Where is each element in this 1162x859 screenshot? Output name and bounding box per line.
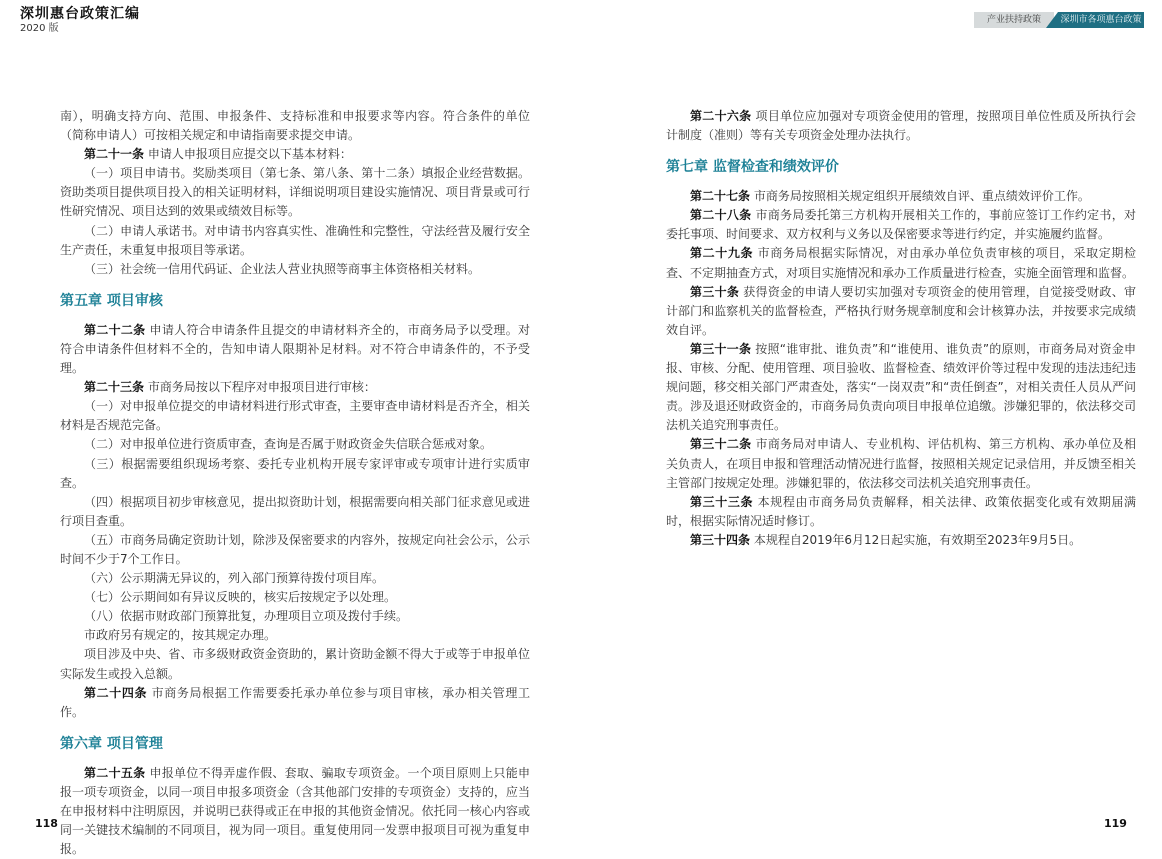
article-number: 第二十三条 <box>84 380 145 395</box>
paragraph <box>60 626 530 645</box>
right-page-body <box>666 107 1136 550</box>
book-title: 深圳惠台政策汇编 <box>20 6 140 22</box>
tab-shenzhen-taiwan-policies[interactable]: 深圳市各项惠台政策 <box>1058 12 1144 28</box>
paragraph-text: （七）公示期间如有异议反映的，核实后按规定予以处理。 <box>84 590 397 605</box>
paragraph <box>60 531 530 569</box>
article-number: 第三十条 <box>690 284 740 299</box>
paragraph-text: 市政府另有规定的，按其规定办理。 <box>84 628 277 643</box>
paragraph-text: 申请人符合申请条件且提交的申请材料齐全的，市商务局予以受理。对符合申请条件但材料不全的，告知申请人限期补足材料。对不符合申请条件的，不予受理。 <box>60 322 530 376</box>
paragraph <box>60 321 530 378</box>
paragraph-text: 市商务局按照相关规定组织开展绩效自评、重点绩效评价工作。 <box>753 189 1090 204</box>
article-number: 第二十二条 <box>84 322 146 337</box>
article-number: 第三十四条 <box>690 532 751 547</box>
paragraph-text: 项目单位应加强对专项资金使用的管理，按照项目单位性质及所执行会计制度（准则）等有关专项资金处理办法执行。 <box>666 109 1136 143</box>
paragraph-text: 按照“谁审批、谁负责”和“谁使用、谁负责”的原则，市商务局对资金申报、审核、分配、使用管理、项目验收、监督检查、绩效评价等过程中发现的违法违纪违规问题，移交相关部门严肃查处，落实“一岗双责”和“责任倒查”，对相关责任人员从严问责。涉及退还财政资金的，市商务局负责向项目申报单位追缴。涉嫌犯罪的，依法移交司法机关追究刑事责任。 <box>666 341 1136 433</box>
paragraph <box>60 145 530 164</box>
paragraph <box>666 435 1136 492</box>
tab-industry-support[interactable]: 产业扶持政策 <box>974 12 1054 28</box>
article-number: 第三十一条 <box>690 341 752 356</box>
paragraph <box>60 493 530 531</box>
article-number: 第二十八条 <box>690 208 752 223</box>
paragraph <box>60 645 530 683</box>
paragraph <box>666 531 1136 550</box>
paragraph-text: （四）根据项目初步审核意见，提出拟资助计划，根据需要向相关部门征求意见或进行项目查重。 <box>60 494 530 528</box>
paragraph <box>60 164 530 221</box>
paragraph-text: 市商务局委托第三方机构开展相关工作的，事前应签订工作约定书，对委托事项、时间要求、双方权利与义务以及保密要求等进行约定，并实施履约监督。 <box>666 208 1136 242</box>
paragraph-text: 市商务局按以下程序对申报项目进行审核： <box>147 380 376 395</box>
paragraph-text: 申报单位不得弄虚作假、套取、骗取专项资金。一个项目原则上只能申报一项专项资金，以同一项目申报多项资金（含其他部门安排的专项资金）支持的，应当在申报材料中注明原因，并说明已获得或正在申报的其他资金情况。依托同一核心内容或同一关键技术编制的不同项目，视为同一项目。重复使用同一发票申报项目可视为重复申报。 <box>60 765 530 857</box>
paragraph-text: 申请人申报项目应提交以下基本材料： <box>147 147 352 162</box>
left-page-body <box>60 107 530 859</box>
paragraph <box>666 244 1136 282</box>
paragraph <box>60 684 530 722</box>
book-edition: 2020 版 <box>20 23 59 34</box>
paragraph <box>60 397 530 435</box>
paragraph <box>60 435 530 454</box>
paragraph-text: （八）依据市财政部门预算批复，办理项目立项及拨付手续。 <box>84 609 409 624</box>
paragraph-text: 市商务局根据实际情况，对由承办单位负责审核的项目，采取定期检查、不定期抽查方式，对项目实施情况和承办工作质量进行检查，实施全面管理和监督。 <box>666 246 1136 280</box>
paragraph-text: （六）公示期满无异议的，列入部门预算待拨付项目库。 <box>84 571 385 586</box>
paragraph-text: 项目涉及中央、省、市多级财政资金资助的，累计资助金额不得大于或等于申报单位实际发生或投入总额。 <box>60 647 530 681</box>
chapter-heading: 第六章 项目管理 <box>60 735 163 752</box>
paragraph <box>60 378 530 397</box>
tab-divider <box>1046 12 1058 28</box>
article-number: 第二十七条 <box>690 189 751 204</box>
paragraph <box>60 222 530 260</box>
article-number: 第二十五条 <box>84 765 146 780</box>
chapter-heading: 第七章 监督检查和绩效评价 <box>666 159 839 176</box>
paragraph <box>666 206 1136 244</box>
paragraph-text: （二）对申报单位进行资质审查，查询是否属于财政资金失信联合惩戒对象。 <box>84 437 493 452</box>
article-number: 第二十一条 <box>84 147 145 162</box>
paragraph <box>666 340 1136 435</box>
paragraph-text: 本规程由市商务局负责解释，相关法律、政策依据变化或有效期届满时，根据实际情况适时修订。 <box>666 494 1136 528</box>
paragraph-text: （五）市商务局确定资助计划，除涉及保密要求的内容外，按规定向社会公示，公示时间不少于7个工作日。 <box>60 532 530 566</box>
article-number: 第三十二条 <box>690 437 752 452</box>
article-number: 第二十六条 <box>690 109 752 123</box>
paragraph-text: 市商务局对申请人、专业机构、评估机构、第三方机构、承办单位及相关负责人，在项目申报和管理活动情况进行监督，按照相关规定记录信用，并反馈至相关主管部门按规定处理。涉嫌犯罪的，依法移交司法机关追究刑事责任。 <box>666 437 1136 490</box>
paragraph <box>666 493 1136 531</box>
paragraph <box>60 569 530 588</box>
paragraph <box>60 260 530 279</box>
paragraph <box>60 107 530 145</box>
article-number: 第二十四条 <box>84 685 148 700</box>
section-tabs <box>974 12 1144 28</box>
chapter-heading: 第五章 项目审核 <box>60 292 163 309</box>
paragraph-text: （二）申请人承诺书。对申请书内容真实性、准确性和完整性，守法经营及履行安全生产责任，未重复申报项目等承诺。 <box>60 223 530 257</box>
paragraph-text: 南），明确支持方向、范围、申报条件、支持标准和申报要求等内容。符合条件的单位（简称申请人）可按相关规定和申请指南要求提交申请。 <box>60 109 530 143</box>
paragraph-text: 获得资金的申请人要切实加强对专项资金的使用管理，自觉接受财政、审计部门和监察机关的监督检查，严格执行财务规章制度和会计核算办法，并按要求完成绩效自评。 <box>666 284 1136 337</box>
page-number-right: 119 <box>1104 817 1127 830</box>
article-number: 第二十九条 <box>690 246 754 261</box>
paragraph-text: （三）根据需要组织现场考察、委托专业机构开展专家评审或专项审计进行实质审查。 <box>60 456 530 490</box>
paragraph-text: （一）对申报单位提交的申请材料进行形式审查，主要审查申请材料是否齐全，相关材料是否规范完备。 <box>60 399 530 433</box>
paragraph <box>666 283 1136 340</box>
paragraph-text: 市商务局根据工作需要委托承办单位参与项目审核，承办相关管理工作。 <box>60 685 530 719</box>
header-left <box>20 6 140 36</box>
paragraph <box>60 588 530 607</box>
paragraph <box>666 107 1136 145</box>
paragraph <box>60 455 530 493</box>
page-number-left: 118 <box>35 817 58 830</box>
paragraph-text: 本规程自2019年6月12日起实施，有效期至2023年9月5日。 <box>753 532 1082 547</box>
article-number: 第三十三条 <box>690 494 754 509</box>
paragraph-text: （三）社会统一信用代码证、企业法人营业执照等商事主体资格相关材料。 <box>84 261 481 276</box>
paragraph <box>666 187 1136 206</box>
paragraph <box>60 607 530 626</box>
paragraph <box>60 764 530 859</box>
paragraph-text: （一）项目申请书。奖励类项目（第七条、第八条、第十二条）填报企业经营数据。资助类项目提供项目投入的相关证明材料，详细说明项目建设实施情况、项目背景或可行性研究情况、项目达到的效果或绩效目标等。 <box>60 166 530 219</box>
